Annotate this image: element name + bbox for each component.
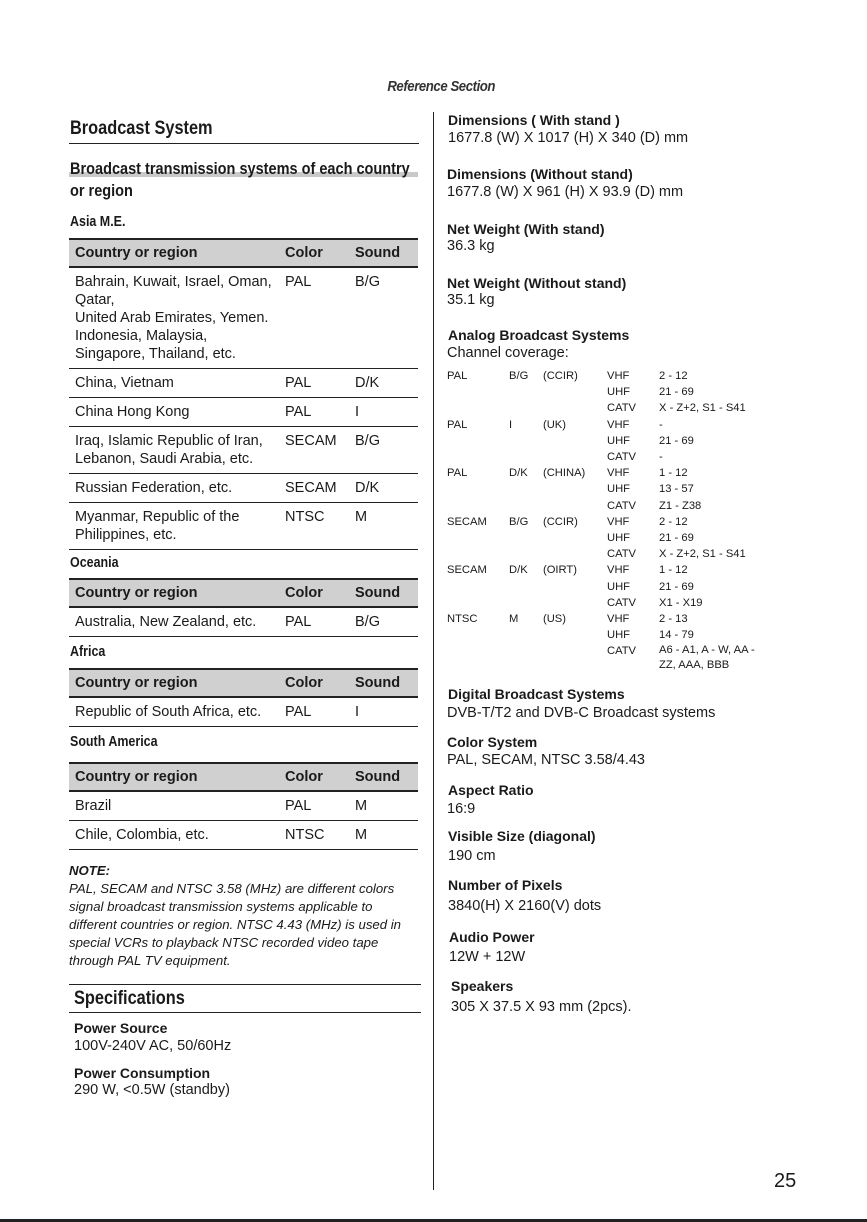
analog-row [447, 465, 769, 481]
table-row [69, 369, 418, 398]
sound-cell: M [349, 503, 418, 550]
sound-cell [509, 481, 543, 497]
color-cell: PAL [279, 398, 349, 427]
color-cell: PAL [279, 607, 349, 637]
country-cell: Myanmar, Republic of the Philippines, etc. [69, 503, 279, 550]
title-rule [69, 143, 419, 144]
specifications-title: Specifications [74, 988, 185, 1009]
analog-row [447, 417, 769, 433]
channels-cell: Z1 - Z38 [659, 499, 702, 512]
sound-cell: M [509, 613, 519, 626]
region-heading: Oceania [70, 555, 119, 571]
region-table-south-america [69, 762, 418, 850]
system-cell [447, 498, 509, 514]
broadcast-system-title: Broadcast System [70, 118, 213, 139]
sound-cell: I [349, 697, 418, 727]
color-cell: PAL [279, 267, 349, 369]
dim-with-stand-label: Dimensions ( With stand ) [448, 112, 620, 128]
digital-systems-label: Digital Broadcast Systems [448, 686, 625, 702]
table-row [69, 607, 418, 637]
channels-cell: X - Z+2, S1 - S41 [659, 548, 746, 561]
power-source-value: 100V-240V AC, 50/60Hz [74, 1038, 232, 1054]
region-table-africa [69, 668, 418, 727]
color-cell: SECAM [279, 474, 349, 503]
system-cell: PAL [447, 370, 468, 382]
region-heading: South America [70, 734, 158, 750]
country-cell: China Hong Kong [69, 398, 279, 427]
sound-cell: B/G [509, 515, 529, 528]
col-color-header: Color [279, 763, 349, 791]
system-cell [447, 433, 509, 449]
band-cell: UHF [607, 434, 630, 447]
subtitle-line2: or region [70, 182, 133, 200]
system-cell: SECAM [447, 515, 487, 528]
system-cell [447, 595, 509, 611]
aspect-ratio-label: Aspect Ratio [448, 782, 534, 798]
table-row [69, 791, 418, 821]
color-system-value: PAL, SECAM, NTSC 3.58/4.43 [447, 752, 645, 768]
system-cell [447, 481, 509, 497]
sound-cell [509, 433, 543, 449]
weight-with-stand-value: 36.3 kg [447, 238, 495, 254]
sound-cell [509, 595, 543, 611]
band-cell: CATV [607, 645, 637, 658]
region-heading: Asia M.E. [70, 214, 126, 230]
region-table-oceania [69, 578, 418, 637]
aspect-ratio-value: 16:9 [447, 801, 476, 817]
system-cell: PAL [447, 418, 468, 431]
channels-cell: 14 - 79 [659, 629, 694, 642]
system-cell [447, 579, 509, 595]
sound-cell [509, 643, 543, 673]
sound-cell: B/G [509, 370, 529, 382]
analog-row [447, 384, 769, 400]
analog-row [447, 400, 769, 416]
channels-cell: X - Z+2, S1 - S41 [659, 402, 746, 415]
table-header-row [69, 579, 418, 607]
standard-cell [543, 643, 607, 673]
standard-cell [543, 384, 607, 400]
country-cell: Republic of South Africa, etc. [69, 697, 279, 727]
col-sound-header: Sound [349, 579, 418, 607]
dim-without-stand-label: Dimensions (Without stand) [447, 166, 633, 182]
color-cell: NTSC [279, 821, 349, 850]
band-cell: UHF [607, 580, 630, 593]
visible-size-value: 190 cm [448, 848, 496, 864]
sound-cell: M [349, 821, 418, 850]
channels-cell: 21 - 69 [659, 532, 694, 545]
system-cell [447, 400, 509, 416]
channels-cell: 1 - 12 [659, 564, 688, 577]
channel-coverage-label: Channel coverage: [447, 345, 569, 361]
col-country-header: Country or region [69, 763, 279, 791]
color-cell: NTSC [279, 503, 349, 550]
sound-cell: D/K [509, 564, 528, 577]
digital-systems-value: DVB-T/T2 and DVB-C Broadcast systems [447, 705, 716, 721]
system-cell [447, 627, 509, 643]
dim-without-stand-value: 1677.8 (W) X 961 (H) X 93.9 (D) mm [447, 184, 684, 200]
standard-cell [543, 530, 607, 546]
col-sound-header: Sound [349, 669, 418, 697]
band-cell: VHF [607, 564, 630, 577]
color-cell: PAL [279, 369, 349, 398]
sound-cell: M [349, 791, 418, 821]
standard-cell [543, 498, 607, 514]
spec-top-rule [69, 984, 421, 985]
col-sound-header: Sound [349, 239, 418, 267]
spec-bottom-rule [69, 1012, 421, 1013]
standard-cell: (UK) [543, 418, 566, 431]
analog-row [447, 579, 769, 595]
standard-cell [543, 481, 607, 497]
table-row [69, 267, 418, 369]
power-source-label: Power Source [74, 1020, 168, 1036]
analog-systems-label: Analog Broadcast Systems [448, 327, 630, 343]
color-cell: SECAM [279, 427, 349, 474]
system-cell [447, 449, 509, 465]
analog-row [447, 433, 769, 449]
country-cell: Australia, New Zealand, etc. [69, 607, 279, 637]
system-cell [447, 546, 509, 562]
sound-cell [509, 579, 543, 595]
column-divider [433, 112, 434, 1190]
analog-row [447, 546, 769, 562]
analog-row [447, 449, 769, 465]
sound-cell [509, 627, 543, 643]
audio-power-label: Audio Power [449, 929, 535, 945]
standard-cell [543, 400, 607, 416]
channels-cell: A6 - A1, A - W, AA - ZZ, AAA, BBB [659, 644, 755, 672]
speakers-label: Speakers [451, 978, 514, 994]
analog-row [447, 627, 769, 643]
band-cell: UHF [607, 532, 630, 545]
table-row [69, 503, 418, 550]
power-consumption-value: 290 W, <0.5W (standby) [74, 1082, 230, 1098]
system-cell: PAL [447, 467, 468, 480]
table-row [69, 821, 418, 850]
channels-cell: 1 - 12 [659, 467, 688, 480]
dim-with-stand-value: 1677.8 (W) X 1017 (H) X 340 (D) mm [448, 130, 689, 146]
band-cell: VHF [607, 613, 630, 626]
band-cell: CATV [607, 451, 637, 464]
table-header-row [69, 669, 418, 697]
band-cell: UHF [607, 483, 630, 496]
sound-cell [509, 530, 543, 546]
channels-cell: - [659, 418, 663, 431]
col-color-header: Color [279, 669, 349, 697]
table-row [69, 697, 418, 727]
channels-cell: 13 - 57 [659, 483, 694, 496]
standard-cell [543, 546, 607, 562]
system-cell: NTSC [447, 613, 478, 626]
table-row [69, 427, 418, 474]
band-cell: UHF [607, 386, 630, 399]
channels-cell: 21 - 69 [659, 386, 694, 399]
band-cell: CATV [607, 499, 637, 512]
standard-cell [543, 627, 607, 643]
band-cell: CATV [607, 596, 637, 609]
region-heading: Africa [70, 644, 106, 660]
col-color-header: Color [279, 579, 349, 607]
color-cell: PAL [279, 791, 349, 821]
table-row [69, 398, 418, 427]
standard-cell: (CCIR) [543, 370, 578, 382]
table-header-row [69, 763, 418, 791]
visible-size-label: Visible Size (diagonal) [448, 828, 596, 844]
table-row [69, 474, 418, 503]
analog-channel-table [447, 368, 769, 673]
sound-cell [509, 449, 543, 465]
sound-cell: B/G [349, 267, 418, 369]
band-cell: CATV [607, 402, 637, 415]
country-cell: Bahrain, Kuwait, Israel, Oman, Qatar, United Arab Emirates, Yemen. Indonesia, Malaysia, Singapore, Thailand, etc. [69, 267, 279, 369]
channels-cell: 2 - 12 [659, 370, 688, 382]
weight-without-stand-label: Net Weight (Without stand) [447, 275, 627, 291]
band-cell: VHF [607, 467, 630, 480]
system-cell: SECAM [447, 564, 487, 577]
pixels-value: 3840(H) X 2160(V) dots [448, 898, 602, 914]
band-cell: VHF [607, 515, 630, 528]
sound-cell: B/G [349, 427, 418, 474]
analog-row [447, 481, 769, 497]
note-block [69, 862, 419, 970]
channels-cell: 2 - 12 [659, 515, 688, 528]
subtitle-line1: Broadcast transmission systems of each country [70, 160, 410, 178]
sound-cell [509, 400, 543, 416]
audio-power-value: 12W + 12W [449, 949, 526, 965]
analog-row [447, 643, 769, 673]
col-country-header: Country or region [69, 669, 279, 697]
analog-row [447, 611, 769, 627]
analog-row [447, 530, 769, 546]
analog-row [447, 595, 769, 611]
sound-cell [509, 498, 543, 514]
analog-row [447, 368, 769, 384]
country-cell: Brazil [69, 791, 279, 821]
channels-cell: - [659, 451, 663, 464]
table-header-row [69, 239, 418, 267]
note-text: PAL, SECAM and NTSC 3.58 (MHz) are different colors signal broadcast transmission systems applicable to different countries or region. NTSC 4.43 (MHz) is used in special VCRs to playback NTSC recorded video tape through PAL TV equipment. [69, 881, 402, 968]
standard-cell: (OIRT) [543, 564, 577, 577]
band-cell: VHF [607, 370, 630, 382]
standard-cell: (US) [543, 613, 566, 626]
standard-cell: (CHINA) [543, 467, 586, 480]
system-cell [447, 643, 509, 673]
channels-cell: 21 - 69 [659, 434, 694, 447]
sound-cell: D/K [349, 474, 418, 503]
col-color-header: Color [279, 239, 349, 267]
country-cell: China, Vietnam [69, 369, 279, 398]
channels-cell: 2 - 13 [659, 613, 688, 626]
band-cell: VHF [607, 418, 630, 431]
col-country-header: Country or region [69, 579, 279, 607]
speakers-value: 305 X 37.5 X 93 mm (2pcs). [451, 999, 632, 1015]
country-cell: Chile, Colombia, etc. [69, 821, 279, 850]
band-cell: UHF [607, 629, 630, 642]
country-cell: Russian Federation, etc. [69, 474, 279, 503]
col-sound-header: Sound [349, 763, 418, 791]
system-cell [447, 530, 509, 546]
note-title: NOTE: [69, 863, 111, 878]
analog-row [447, 514, 769, 530]
system-cell [447, 384, 509, 400]
sound-cell: D/K [349, 369, 418, 398]
sound-cell [509, 546, 543, 562]
standard-cell [543, 449, 607, 465]
sound-cell: I [349, 398, 418, 427]
analog-row [447, 498, 769, 514]
color-cell: PAL [279, 697, 349, 727]
region-table-asia [69, 238, 418, 550]
band-cell: CATV [607, 548, 637, 561]
standard-cell [543, 579, 607, 595]
page-number: 25 [774, 1170, 797, 1192]
power-consumption-label: Power Consumption [74, 1065, 211, 1081]
weight-with-stand-label: Net Weight (With stand) [447, 221, 605, 237]
col-country-header: Country or region [69, 239, 279, 267]
standard-cell [543, 433, 607, 449]
color-system-label: Color System [447, 734, 538, 750]
standard-cell: (CCIR) [543, 515, 578, 528]
sound-cell: B/G [349, 607, 418, 637]
sound-cell [509, 384, 543, 400]
channels-cell: 21 - 69 [659, 580, 694, 593]
sound-cell: D/K [509, 467, 528, 480]
country-cell: Iraq, Islamic Republic of Iran, Lebanon, Saudi Arabia, etc. [69, 427, 279, 474]
standard-cell [543, 595, 607, 611]
pixels-label: Number of Pixels [448, 877, 563, 893]
sound-cell: I [509, 418, 513, 431]
weight-without-stand-value: 35.1 kg [447, 292, 495, 308]
analog-row [447, 562, 769, 578]
reference-section-header: Reference Section [387, 78, 496, 95]
channels-cell: X1 - X19 [659, 596, 703, 609]
